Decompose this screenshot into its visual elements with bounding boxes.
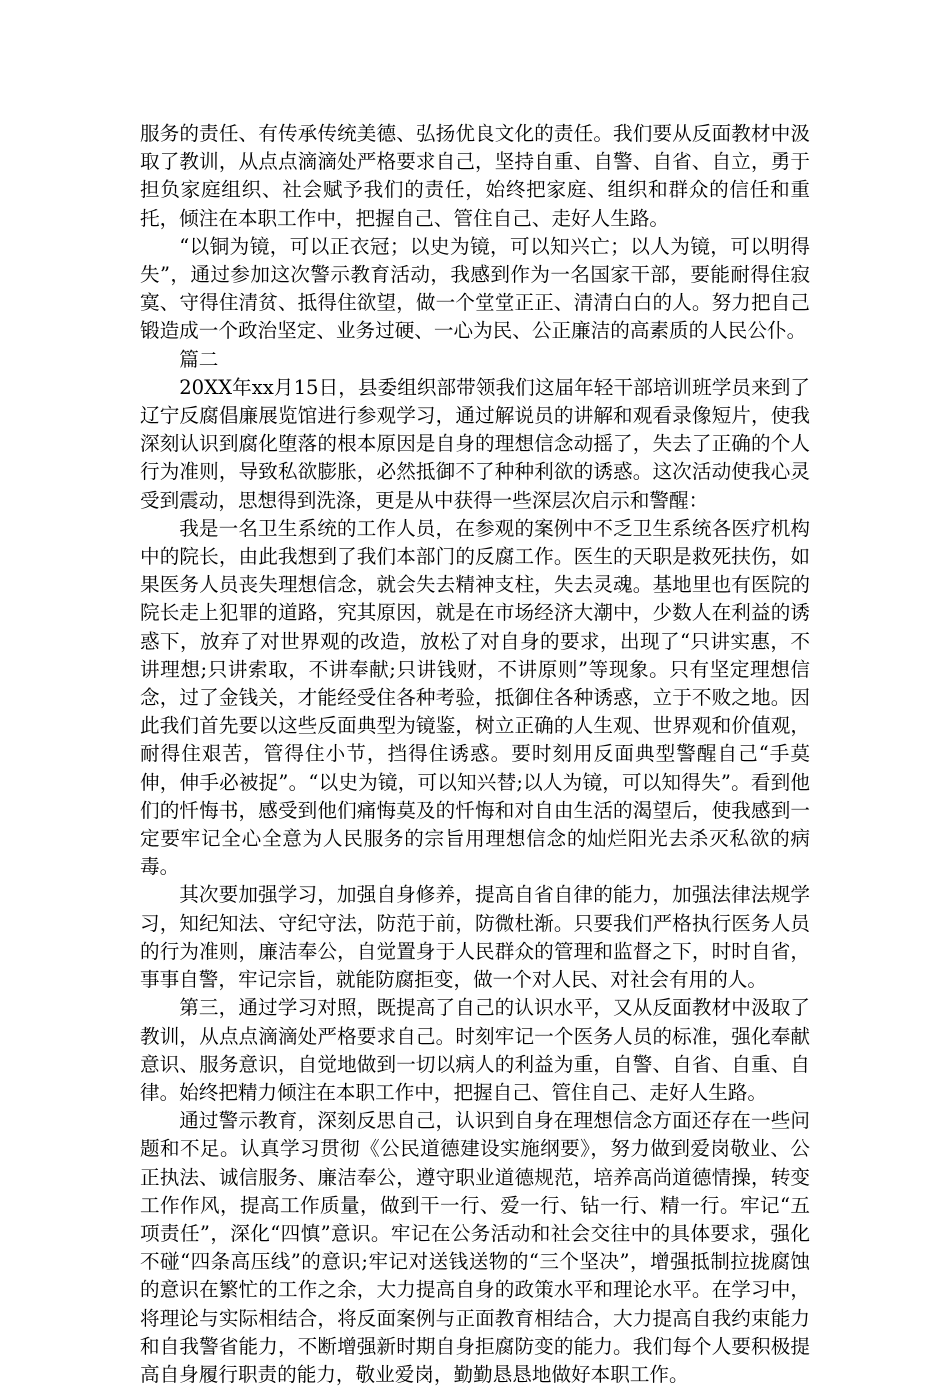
paragraph: 20XX年xx月15日，县委组织部带领我们这届年轻干部培训班学员来到了辽宁反腐倡廉展览馆进行参观学习，通过解说员的讲解和观看录像短片，使我深刻认识到腐化堕落的根本原因是自身的理想信念动摇了，失去了正确的个人行为准则，导致私欲膨胀，必然抵御不了种种利欲的诱惑。这次活动使我心灵受到震动，思想得到洗涤，更是从中获得一些深层次启示和警醒： (140, 375, 810, 512)
paragraph-quote: “以铜为镜，可以正衣冠；以史为镜，可以知兴亡；以人为镜，可以明得失”，通过参加这次警示教育活动，我感到作为一名国家干部，要能耐得住寂寞、守得住清贫、抵得住欲望，做一个堂堂正正、清清白白的人。努力把自己锻造成一个政治坚定、业务过硬、一心为民、公正廉洁的高素质的人民公仆。 (140, 234, 810, 343)
paragraph: 我是一名卫生系统的工作人员，在参观的案例中不乏卫生系统各医疗机构中的院长，由此我想到了我们本部门的反腐工作。医生的天职是救死扶伤，如果医务人员丧失理想信念，就会失去精神支柱，失去灵魂。基地里也有医院的院长走上犯罪的道路，究其原因，就是在市场经济大潮中，少数人在利益的诱惑下，放弃了对世界观的改造，放松了对自身的要求，出现了“只讲实惠，不讲理想;只讲索取，不讲奉献;只讲钱财，不讲原则”等现象。只有坚定理想信念，过了金钱关，才能经受住各种考验，抵御住各种诱惑，立于不败之地。因此我们首先要以这些反面典型为镜鉴，树立正确的人生观、世界观和价值观，耐得住艰苦，管得住小节，挡得住诱惑。要时刻用反面典型警醒自己“手莫伸，伸手必被捉”。“以史为镜，可以知兴替;以人为镜，可以知得失”。看到他们的忏悔书，感受到他们痛悔莫及的忏悔和对自由生活的渴望后，使我感到一定要牢记全心全意为人民服务的宗旨用理想信念的灿烂阳光去杀灭私欲的病毒。 (140, 516, 810, 879)
paragraph: 通过警示教育，深刻反思自己，认识到自身在理想信念方面还存在一些问题和不足。认真学习贯彻《公民道德建设实施纲要》，努力做到爱岗敬业、公正执法、诚信服务、廉洁奉公，遵守职业道德规范，培养高尚道德情操，转变工作作风，提高工作质量，做到干一行、爱一行、钻一行、精一行。牢记“五项责任”，深化“四慎”意识。牢记在公务活动和社会交往中的具体要求，强化不碰“四条高压线”的意识;牢记对送钱送物的“三个坚决”，增强抵制拉拢腐蚀的意识在繁忙的工作之余，大力提高自身的政策水平和理论水平。在学习中，将理论与实际相结合，将反面案例与正面教育相结合，大力提高自我约束能力和自我警省能力，不断增强新时期自身拒腐防变的能力。我们每个人要积极提高自身履行职责的能力，敬业爱岗，勤勤恳恳地做好本职工作。 (140, 1109, 810, 1386)
paragraph-continuation: 服务的责任、有传承传统美德、弘扬优良文化的责任。我们要从反面教材中汲取了教训，从点点滴滴处严格要求自己，坚持自重、自警、自省、自立，勇于担负家庭组织、社会赋予我们的责任，始终把家庭、组织和群众的信任和重托，倾注在本职工作中，把握自己、管住自己、走好人生路。 (140, 122, 810, 230)
paragraph: 第三，通过学习对照，既提高了自己的认识水平，又从反面教材中汲取了教训，从点点滴滴处严格要求自己。时刻牢记一个医务人员的标准，强化奉献意识、服务意识，自觉地做到一切以病人的利益为重，自警、自省、自重、自律。始终把精力倾注在本职工作中，把握自己、管住自己、走好人生路。 (140, 996, 810, 1104)
document-page (140, 120, 810, 1389)
paragraph: 其次要加强学习，加强自身修养，提高自省自律的能力，加强法律法规学习，知纪知法、守纪守法，防范于前，防微杜渐。只要我们严格执行医务人员的行为准则，廉洁奉公，自觉置身于人民群众的管理和监督之下，时时自省，事事自警，牢记宗旨，就能防腐拒变，做一个对人民、对社会有用的人。 (140, 883, 810, 992)
section-heading: 篇二 (179, 347, 219, 371)
